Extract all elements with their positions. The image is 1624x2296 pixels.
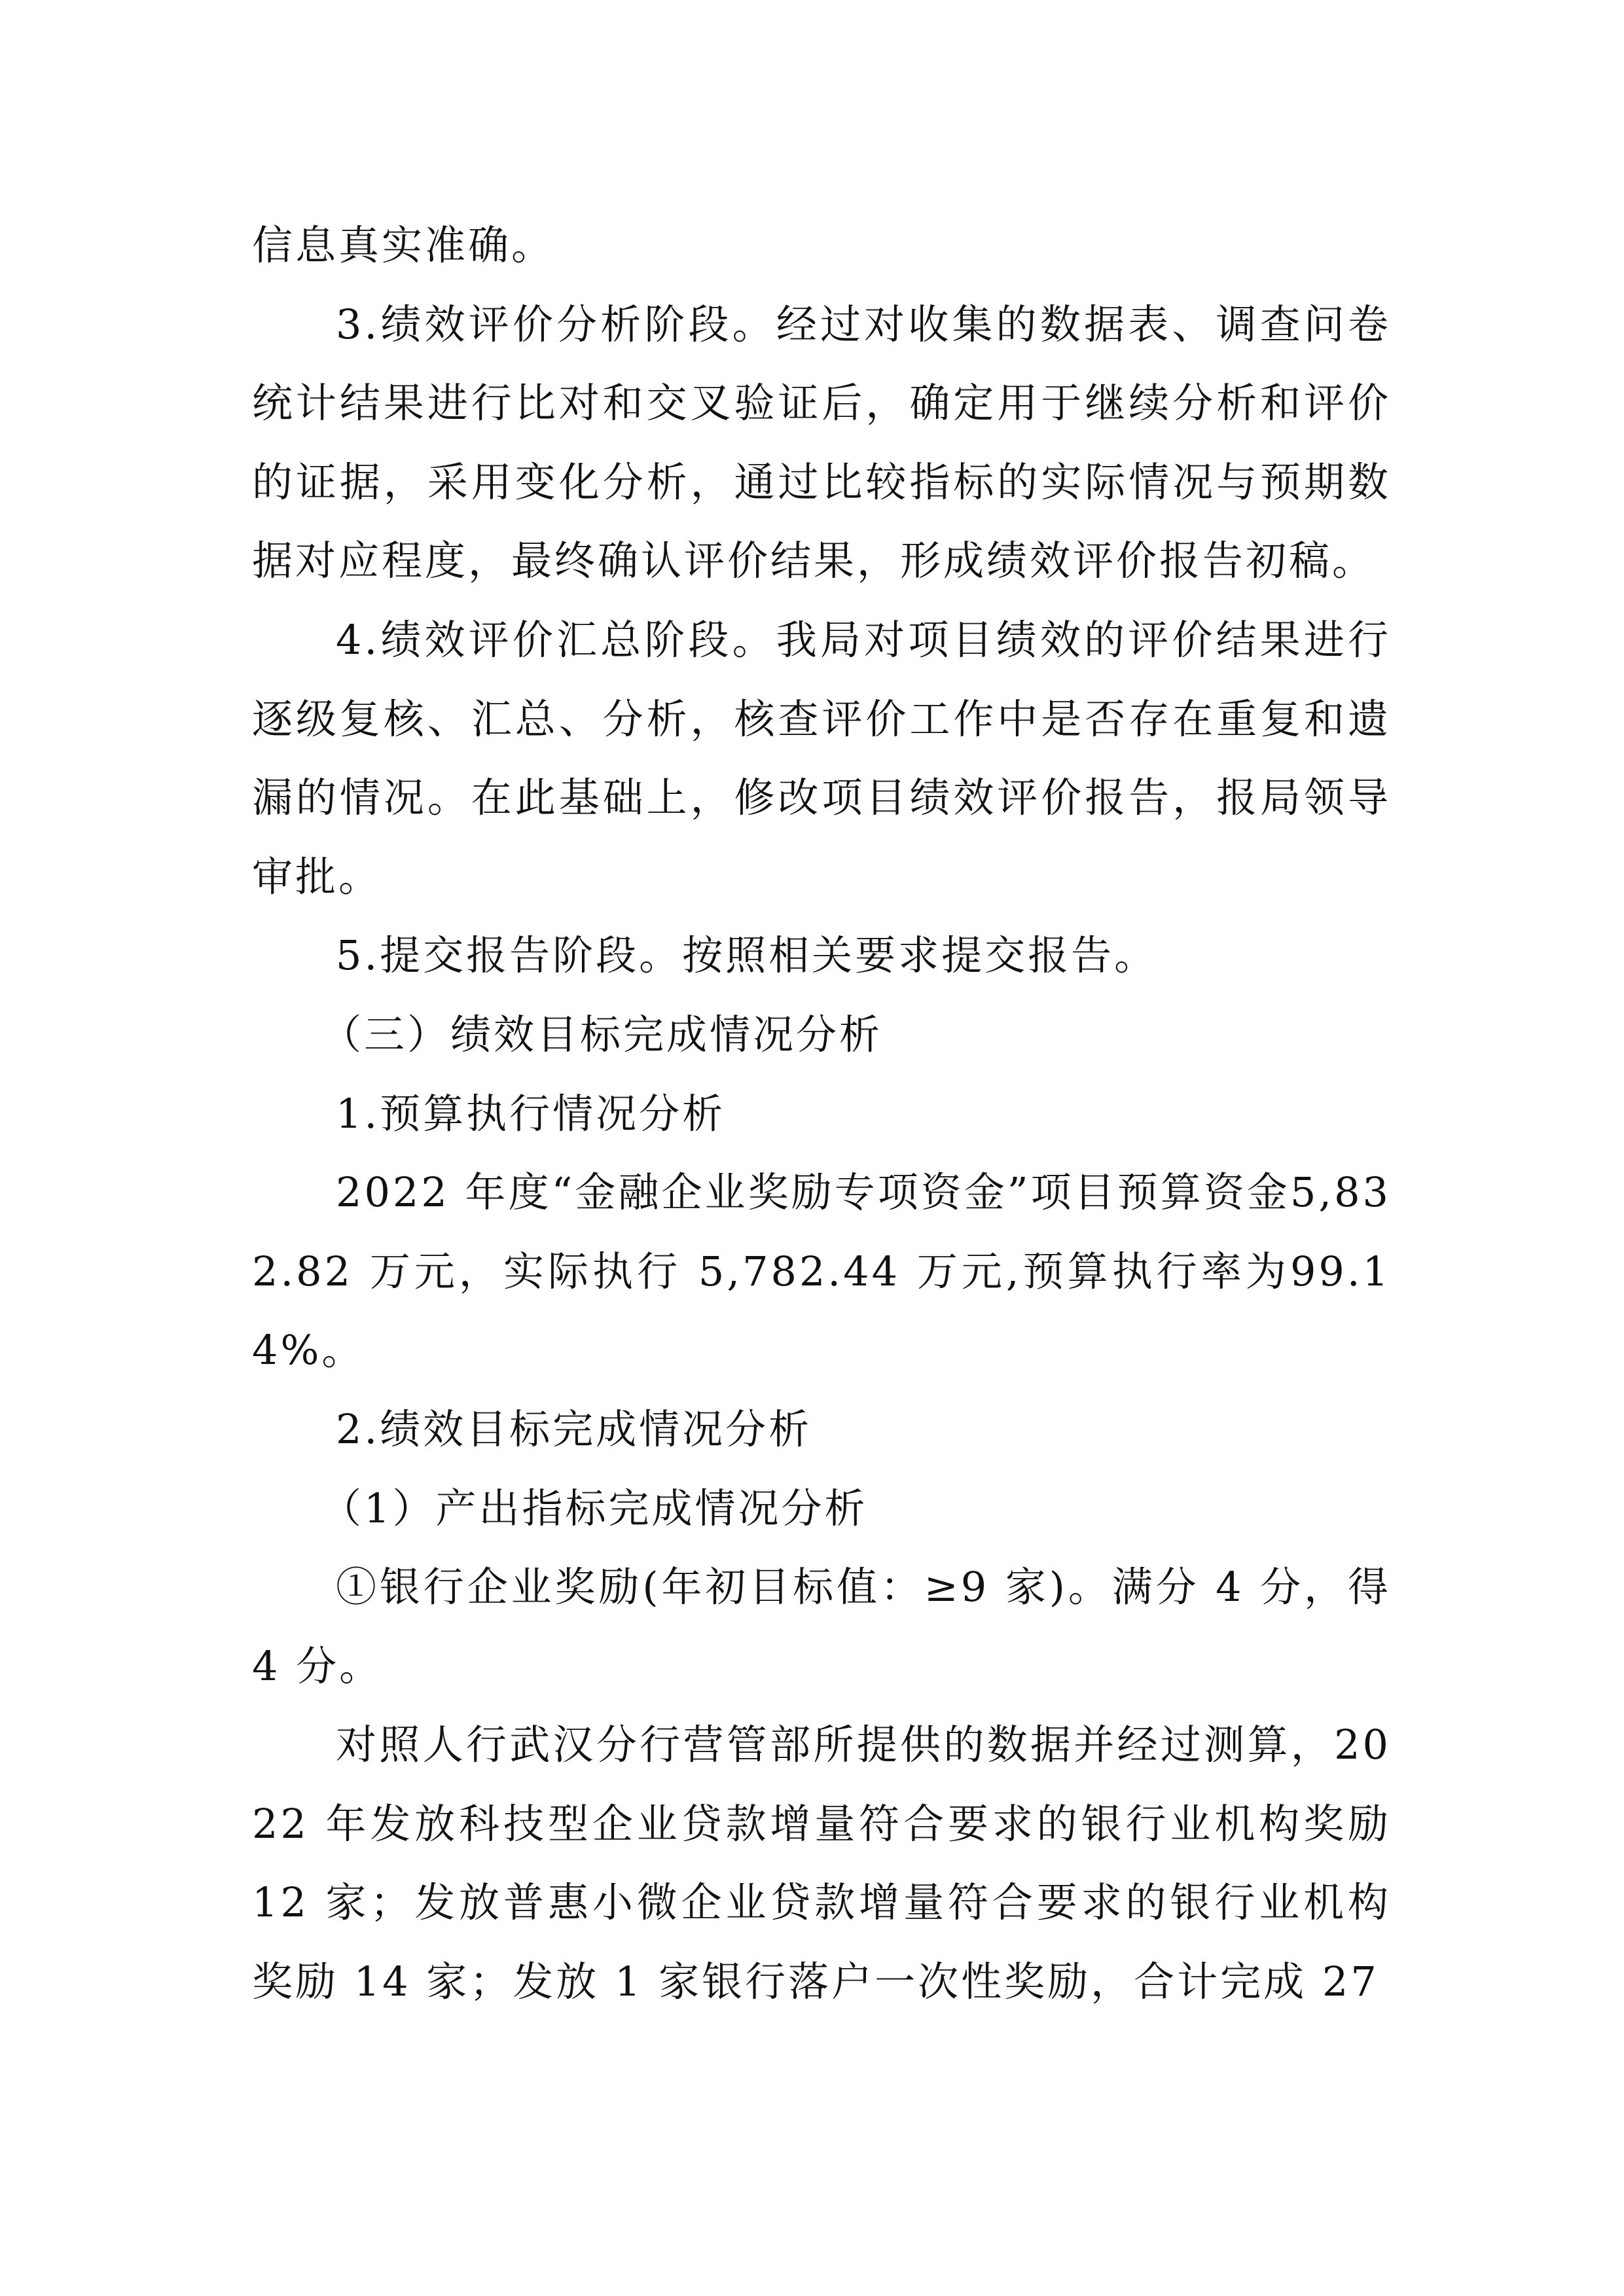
subheading-goal-analysis: 2.绩效目标完成情况分析 <box>336 1405 812 1453</box>
paragraph-continuation: 信息真实准确。 <box>252 221 555 269</box>
paragraph-budget-execution: 2022 年度“金融企业奖励专项资金”项目预算资金5,832.82 万元，实际执行 5,782.44 万元,预算执行率为99.14%。 <box>252 1168 1391 1374</box>
subheading-output-indicators: （1）产出指标完成情况分析 <box>321 1484 868 1532</box>
paragraph-bank-reward-details: 对照人行武汉分行营管部所提供的数据并经过测算，2022 年发放科技型企业贷款增量符合要求的银行业机构奖励 12 家；发放普惠小微企业贷款增量符合要求的银行业机构奖励 14 家；发放 1 家银行落户一次性奖励，合计完成 27 <box>252 1721 1391 2006</box>
paragraph-evaluation-summary-stage: 4.绩效评价汇总阶段。我局对项目绩效的评价结果进行逐级复核、汇总、分析，核查评价工作中是否存在重复和遗漏的情况。在此基础上，修改项目绩效评价报告，报局领导审批。 <box>252 615 1391 901</box>
body-text <box>252 206 1391 2022</box>
section-heading-goal-completion: （三）绩效目标完成情况分析 <box>321 1010 883 1058</box>
paragraph-bank-reward-indicator: ①银行企业奖励(年初目标值：≥9 家)。满分 4 分，得 4 分。 <box>252 1563 1391 1690</box>
subheading-budget-execution: 1.预算执行情况分析 <box>336 1089 726 1138</box>
paragraph-report-submission-stage: 5.提交报告阶段。按照相关要求提交报告。 <box>336 931 1158 980</box>
paragraph-evaluation-analysis-stage: 3.绩效评价分析阶段。经过对收集的数据表、调查问卷统计结果进行比对和交叉验证后，确定用于继续分析和评价的证据，采用变化分析，通过比较指标的实际情况与预期数据对应程度，最终确认评价结果，形成绩效评价报告初稿。 <box>252 300 1391 585</box>
